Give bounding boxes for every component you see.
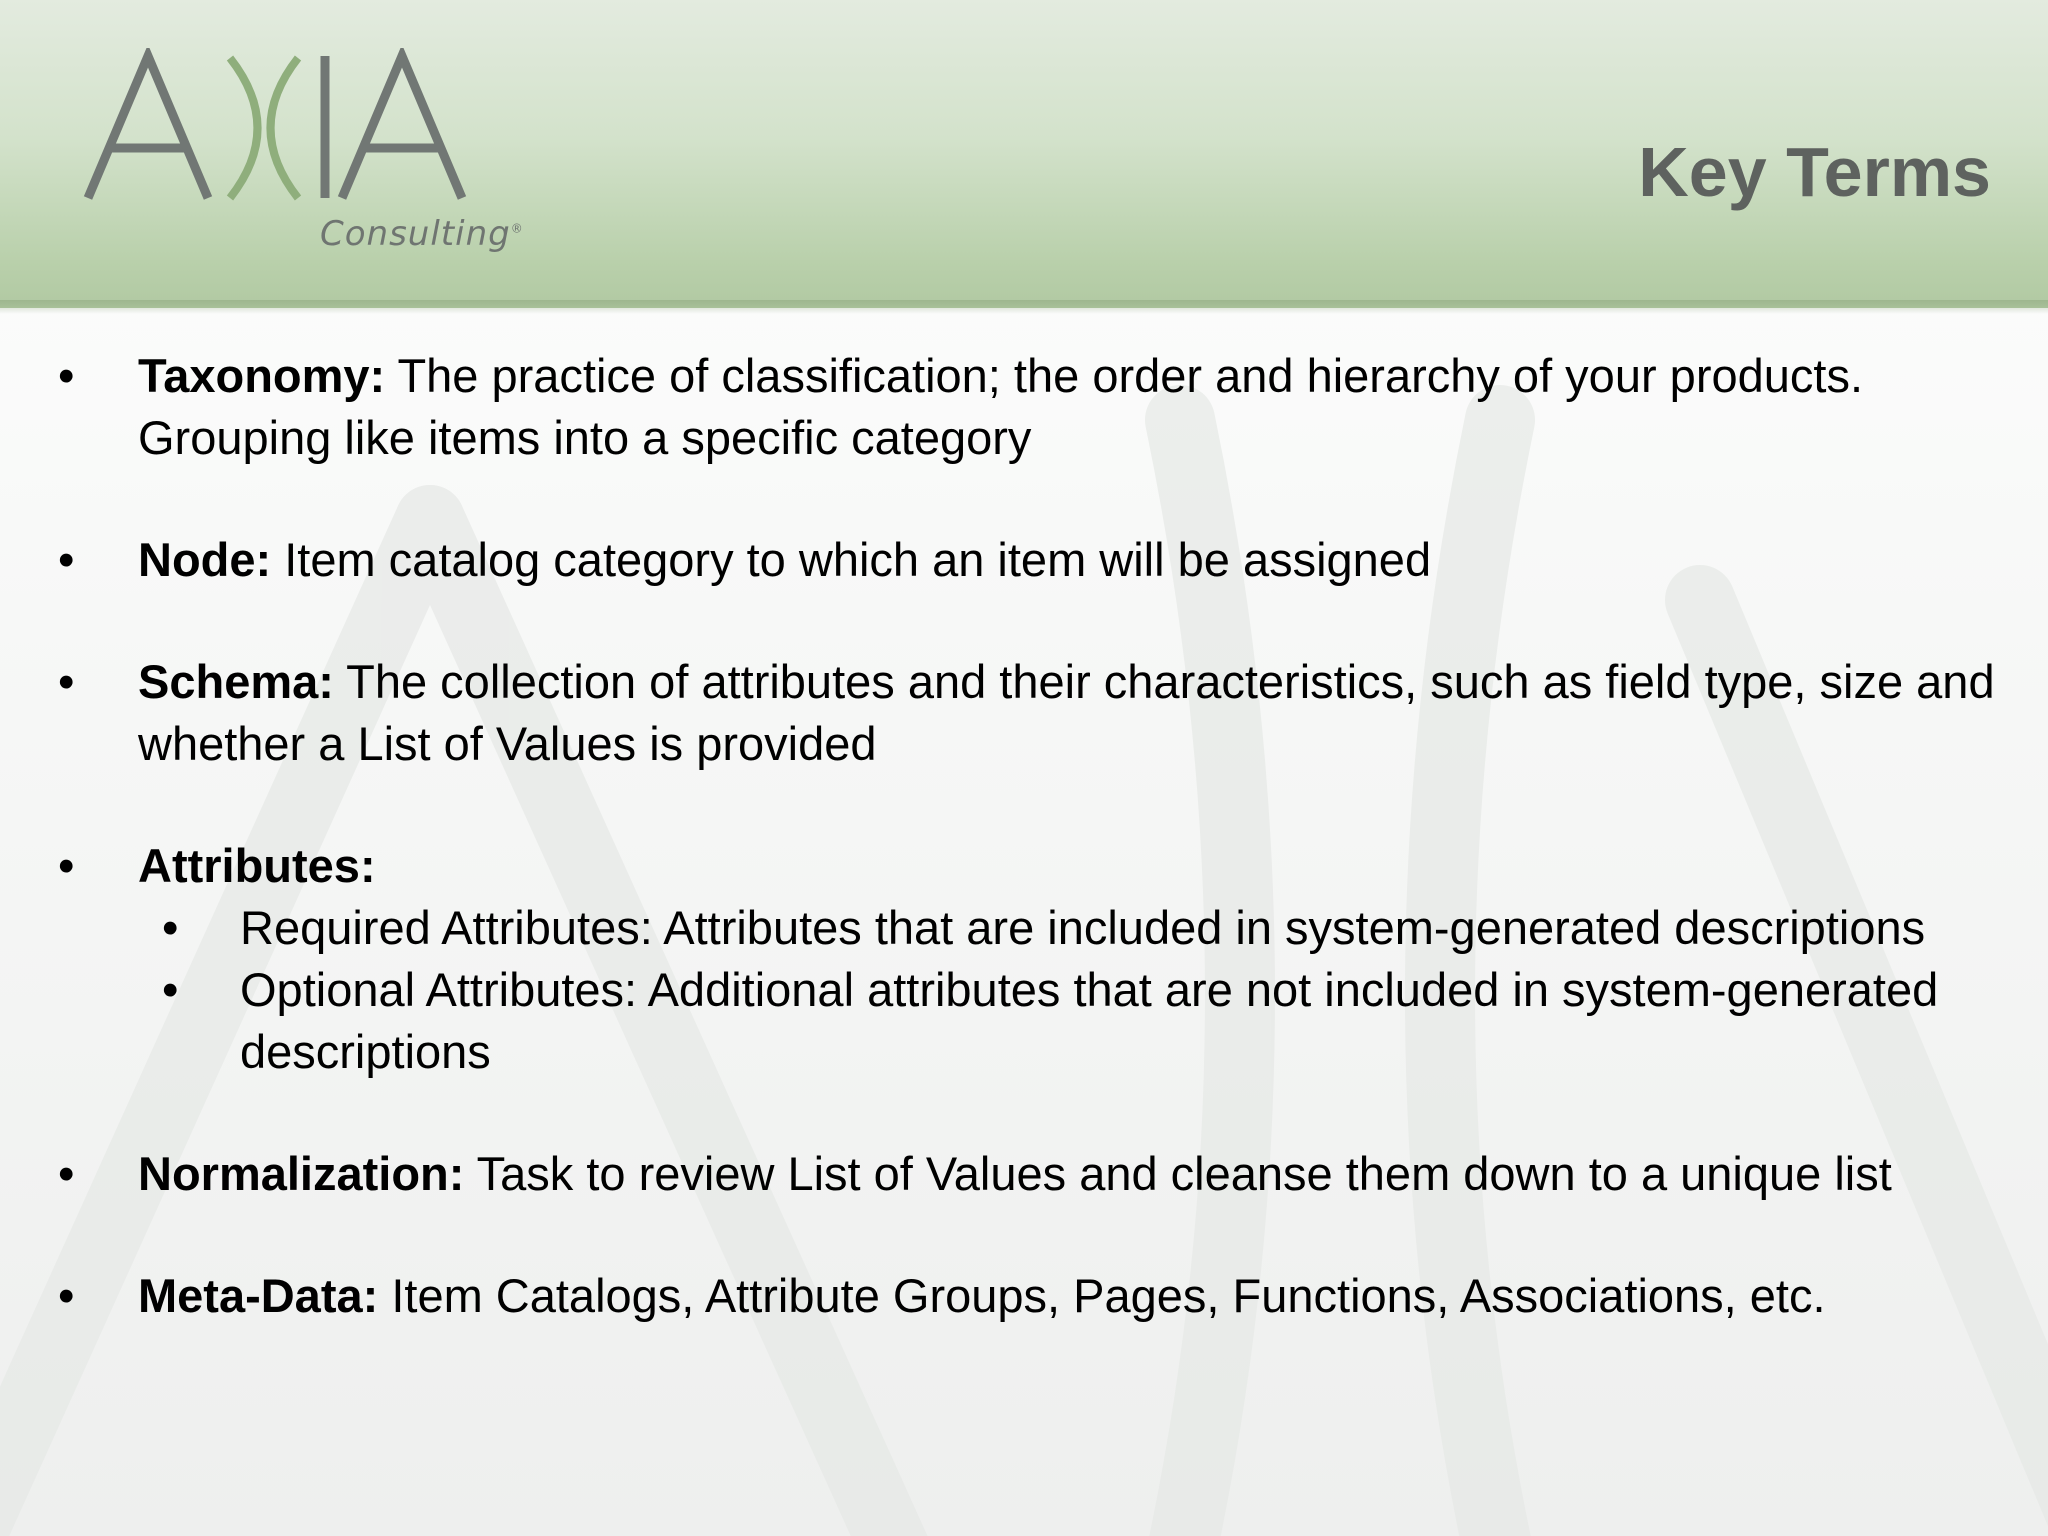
header-divider <box>0 300 2048 314</box>
term-attributes <box>0 835 2048 1083</box>
term-schema <box>0 651 2048 775</box>
term-definition: Item Catalogs, Attribute Groups, Pages, Functions, Associations, etc. <box>391 1269 1826 1322</box>
bullet: • <box>58 533 75 586</box>
term-label: Normalization: <box>138 1147 465 1200</box>
term-label: Attributes: <box>138 839 376 892</box>
sub-item-optional-attributes <box>138 959 2008 1083</box>
term-definition: Task to review List of Values and cleanse them down to a unique list <box>476 1147 1892 1200</box>
bullet: • <box>58 655 75 708</box>
bullet: • <box>58 839 75 892</box>
term-definition: The practice of classification; the order and hierarchy of your products. Grouping like items into a specific category <box>138 349 1863 464</box>
sub-item-required-attributes <box>138 897 2008 959</box>
slide-title: Key Terms <box>1638 133 1991 211</box>
term-meta-data <box>0 1265 2048 1327</box>
term-label: Meta-Data: <box>138 1269 379 1322</box>
slide-header <box>0 0 2048 308</box>
term-taxonomy <box>0 345 2048 469</box>
attributes-sublist <box>138 897 2008 1083</box>
term-definition: The collection of attributes and their characteristics, such as field type, size and whether a List of Values is provided <box>138 655 1995 770</box>
logo-tagline: Consulting® <box>320 214 524 254</box>
key-terms-list <box>0 345 2048 1387</box>
bullet: • <box>162 963 179 1016</box>
term-normalization <box>0 1143 2048 1205</box>
bullet: • <box>58 1269 75 1322</box>
term-label: Node: <box>138 533 272 586</box>
bullet: • <box>58 1147 75 1200</box>
term-node <box>0 529 2048 591</box>
term-label: Taxonomy: <box>138 349 386 402</box>
term-label: Schema: <box>138 655 334 708</box>
bullet: • <box>162 901 179 954</box>
bullet: • <box>58 349 75 402</box>
term-definition: Item catalog category to which an item will be assigned <box>284 533 1432 586</box>
sub-item-text: Optional Attributes: Additional attributes that are not included in system-generated descriptions <box>240 963 1939 1078</box>
sub-item-text: Required Attributes: Attributes that are included in system-generated descriptions <box>240 901 1926 954</box>
